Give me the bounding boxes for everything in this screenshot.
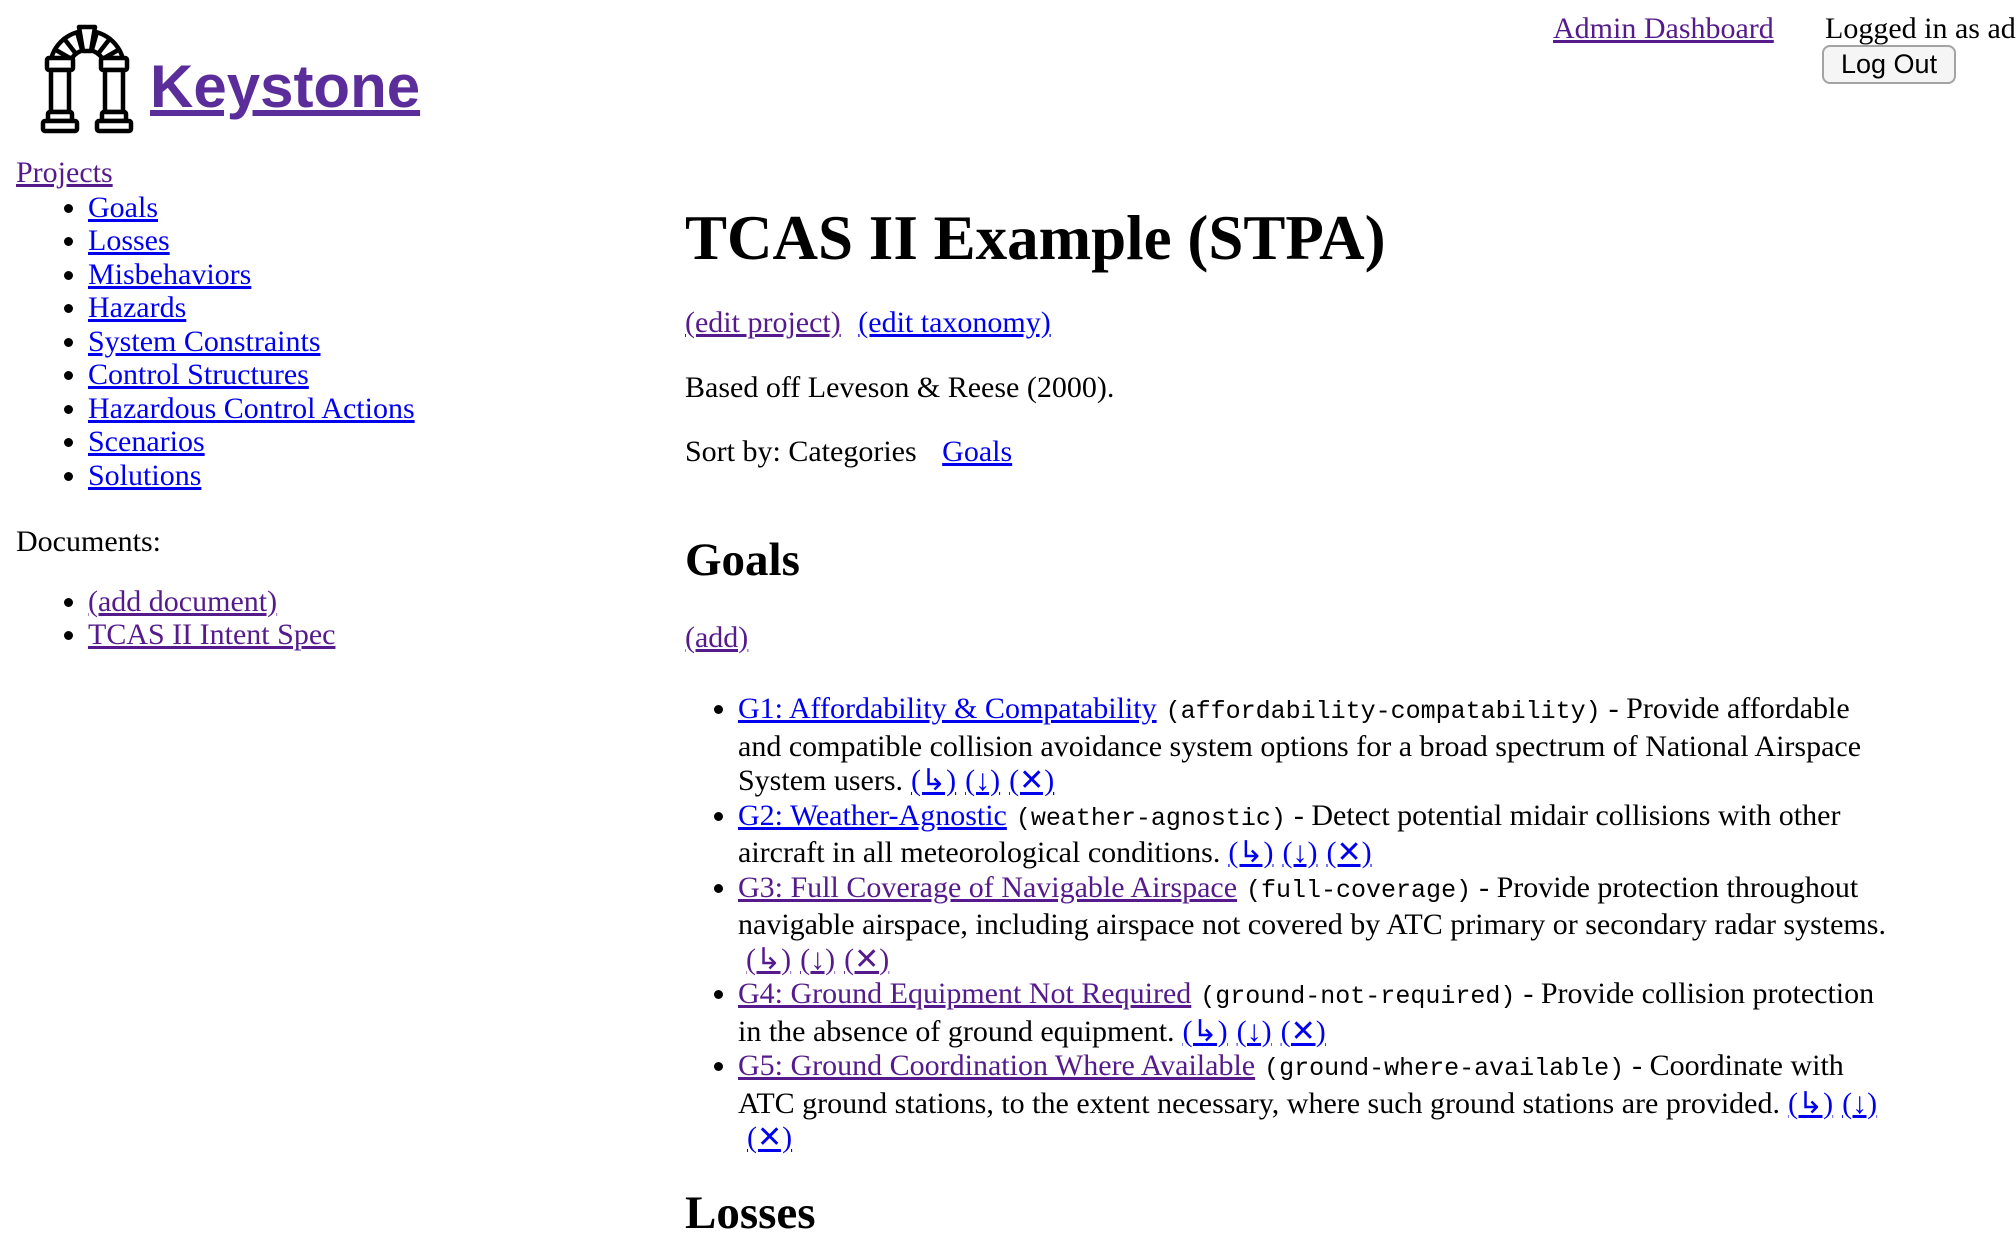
move-goal-down-icon[interactable]: (↓) — [1236, 1014, 1272, 1048]
delete-goal-icon[interactable]: (✕) — [1009, 764, 1055, 797]
goal-actions — [1228, 836, 1371, 869]
edit-project-link[interactable]: (edit project) — [685, 306, 841, 339]
admin-dashboard-link[interactable]: Admin Dashboard — [1553, 12, 1774, 45]
goal-link-g3[interactable]: G3: Full Coverage of Navigable Airspace — [738, 870, 1238, 904]
list-item — [88, 585, 636, 619]
goal-link-g1[interactable]: G1: Affordability & Compatability — [738, 692, 1157, 725]
goal-description: - Provide collision protection in the absence of ground equipment. — [738, 977, 1875, 1048]
sidebar-item-solutions — [88, 459, 636, 493]
goal-slug: (affordability-compatability) — [1165, 697, 1601, 726]
edit-taxonomy-link[interactable]: (edit taxonomy) — [858, 306, 1051, 339]
demote-goal-icon[interactable]: (↳) — [1787, 1086, 1834, 1120]
goal-actions — [746, 943, 889, 976]
losses-heading: Losses — [685, 1186, 816, 1239]
logged-in-status: Logged in as ad — [1825, 12, 2016, 45]
goal-item — [738, 692, 1900, 799]
sidebar-link-hazardous-control-actions[interactable]: Hazardous Control Actions — [88, 391, 415, 425]
sidebar-link-system-constraints[interactable]: System Constraints — [88, 324, 321, 358]
goal-actions — [911, 764, 1054, 797]
delete-goal-icon[interactable]: (✕) — [747, 1121, 793, 1154]
sort-current-value: Categories — [788, 435, 917, 468]
sidebar-item-hazardous-control-actions — [88, 392, 636, 426]
sidebar-item-scenarios — [88, 425, 636, 459]
sort-row — [685, 435, 1900, 470]
documents-list — [16, 585, 636, 652]
goal-item — [738, 871, 1900, 978]
sidebar-item-goals — [88, 191, 636, 225]
sidebar-item-control-structures — [88, 358, 636, 392]
sidebar-link-solutions[interactable]: Solutions — [88, 458, 202, 492]
project-description: Based off Leveson & Reese (2000). — [685, 370, 1115, 404]
sidebar-item-misbehaviors — [88, 258, 636, 292]
document-link-tcas-intent-spec[interactable]: TCAS II Intent Spec — [88, 618, 336, 651]
demote-goal-icon[interactable]: (↳) — [1228, 836, 1274, 869]
goal-item — [738, 977, 1900, 1049]
main-content — [685, 0, 1900, 1240]
sort-goals-link[interactable]: Goals — [942, 435, 1013, 468]
keystone-arch-logo-icon[interactable] — [37, 22, 137, 136]
goal-actions — [1183, 1015, 1326, 1048]
page-title: TCAS II Example (STPA) — [685, 203, 1386, 273]
list-item — [88, 618, 636, 652]
edit-links-row — [685, 306, 1900, 341]
sidebar-item-system-constraints — [88, 325, 636, 359]
add-document-link[interactable]: (add document) — [88, 584, 278, 618]
sidebar-link-hazards[interactable]: Hazards — [88, 291, 187, 324]
add-goal-link[interactable]: (add) — [685, 620, 749, 654]
goal-description: - Detect potential midair collisions with other aircraft in all meteorological conditions. — [738, 798, 1841, 869]
delete-goal-icon[interactable]: (✕) — [1326, 836, 1372, 869]
sidebar-link-losses[interactable]: Losses — [88, 224, 170, 257]
sidebar-link-misbehaviors[interactable]: Misbehaviors — [88, 257, 252, 291]
goal-link-g2[interactable]: G2: Weather-Agnostic — [738, 798, 1007, 832]
goal-slug: (full-coverage) — [1246, 875, 1472, 905]
projects-link[interactable]: Projects — [16, 156, 113, 189]
sidebar-link-goals[interactable]: Goals — [88, 190, 158, 224]
goal-item — [738, 1049, 1900, 1156]
sort-by-label: Sort by: — [685, 435, 781, 468]
goal-item — [738, 799, 1900, 871]
documents-label: Documents: — [16, 525, 161, 558]
sidebar-item-losses — [88, 224, 636, 258]
sidebar — [16, 156, 636, 652]
goal-description: - Provide affordable and compatible collision avoidance system options for a broad spectrum of National Airspace System users. — [738, 692, 1862, 797]
goals-list — [685, 692, 1900, 1156]
delete-goal-icon[interactable]: (✕) — [844, 942, 890, 976]
sidebar-link-scenarios[interactable]: Scenarios — [88, 425, 205, 458]
move-goal-down-icon[interactable]: (↓) — [965, 764, 1001, 797]
goal-description: - Coordinate with ATC ground stations, to the extent necessary, where such ground stations are provided. — [738, 1049, 1844, 1120]
move-goal-down-icon[interactable]: (↓) — [1842, 1086, 1878, 1120]
goal-slug: (ground-where-available) — [1264, 1054, 1625, 1083]
demote-goal-icon[interactable]: (↳) — [911, 764, 957, 797]
move-goal-down-icon[interactable]: (↓) — [800, 942, 836, 976]
goal-link-g5[interactable]: G5: Ground Coordination Where Available — [738, 1049, 1256, 1082]
delete-goal-icon[interactable]: (✕) — [1280, 1014, 1326, 1048]
log-out-button[interactable]: Log Out — [1822, 45, 1956, 84]
goals-heading: Goals — [685, 533, 800, 586]
goal-slug: (weather-agnostic) — [1015, 803, 1286, 833]
goal-slug: (ground-not-required) — [1200, 982, 1516, 1011]
move-goal-down-icon[interactable]: (↓) — [1282, 836, 1318, 869]
sidebar-item-hazards — [88, 291, 636, 325]
goal-description: - Provide protection throughout navigable airspace, including airspace not covered by ATC primary or secondary radar systems. — [738, 870, 1886, 941]
demote-goal-icon[interactable]: (↳) — [1182, 1014, 1228, 1048]
brand-link[interactable]: Keystone — [150, 53, 421, 120]
goal-link-g4[interactable]: G4: Ground Equipment Not Required — [738, 977, 1192, 1010]
sidebar-nav-list — [16, 191, 636, 493]
sidebar-link-control-structures[interactable]: Control Structures — [88, 358, 309, 391]
demote-goal-icon[interactable]: (↳) — [746, 942, 792, 976]
